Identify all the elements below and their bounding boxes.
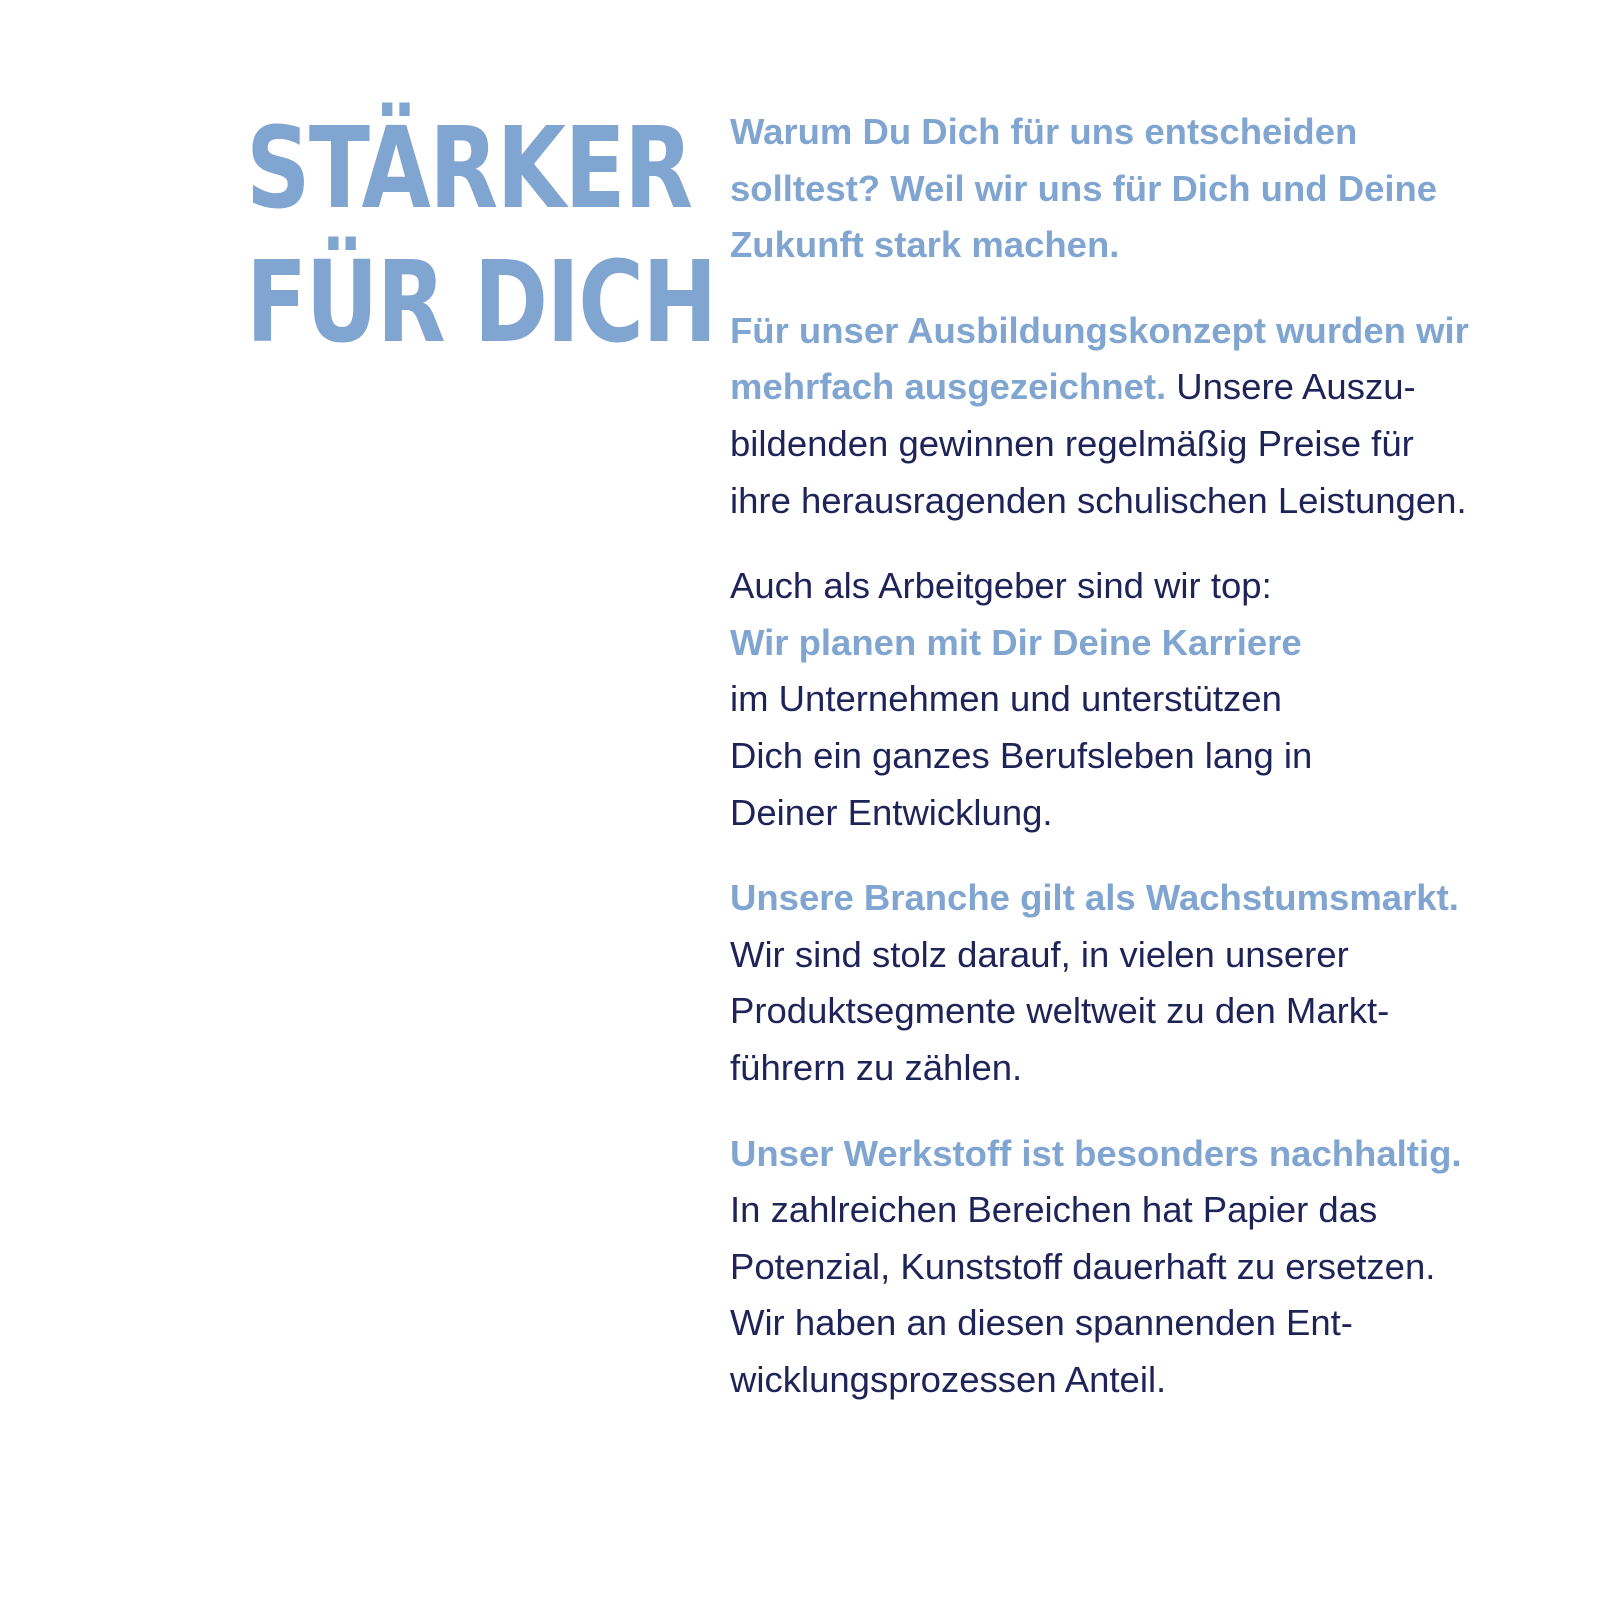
highlighted-text: Für unser Ausbildungskonzept wurden wir: [730, 309, 1469, 351]
body-text: führern zu zählen.: [730, 1046, 1023, 1088]
body-text-column: [730, 104, 1570, 1437]
headline-line-2: FÜR DICH: [246, 238, 716, 368]
text-line: [730, 615, 1570, 672]
highlighted-text: Unser Werkstoff ist besonders nachhaltig.: [730, 1132, 1462, 1174]
text-line: [730, 1352, 1570, 1409]
text-line: [730, 728, 1570, 785]
text-line: [730, 1040, 1570, 1097]
body-text: In zahlreichen Bereichen hat Papier das: [730, 1189, 1378, 1231]
text-line: [730, 1295, 1570, 1352]
text-line: [730, 473, 1570, 530]
text-line: [730, 217, 1570, 274]
body-text: Potenzial, Kunststoff dauerhaft zu ersetzen.: [730, 1245, 1436, 1287]
text-line: [730, 1126, 1570, 1183]
paragraph-5: [730, 1126, 1570, 1409]
text-line: [730, 558, 1570, 615]
text-line: [730, 416, 1570, 473]
highlighted-text: Warum Du Dich für uns entscheiden: [730, 111, 1358, 152]
text-line: [730, 870, 1570, 927]
paragraph-2: [730, 303, 1570, 529]
text-line: [730, 927, 1570, 984]
text-line: [730, 104, 1570, 161]
body-text: Produktsegmente weltweit zu den Markt-: [730, 990, 1390, 1032]
text-line: [730, 1239, 1570, 1296]
text-line: [730, 983, 1570, 1040]
paragraph-3: [730, 558, 1570, 841]
highlighted-text: Zukunft stark machen.: [730, 224, 1120, 266]
text-line: [730, 359, 1570, 416]
body-text: Wir sind stolz darauf, in vielen unserer: [730, 933, 1349, 975]
text-line: [730, 671, 1570, 728]
text-line: [730, 785, 1570, 842]
headline-line-1: STÄRKER: [246, 104, 692, 234]
page-headline: [246, 102, 716, 370]
body-text: bildenden gewinnen regelmäßig Preise für: [730, 422, 1414, 464]
body-text: Dich ein ganzes Berufsleben lang in: [730, 734, 1313, 776]
highlighted-text: mehrfach ausgezeichnet.: [730, 366, 1167, 408]
body-text: ihre herausragenden schulischen Leistungen.: [730, 479, 1467, 521]
body-text: wicklungsprozessen Anteil.: [730, 1358, 1167, 1400]
text-line: [730, 161, 1570, 218]
highlighted-text: Unsere Branche gilt als Wachstumsmarkt.: [730, 877, 1459, 919]
paragraph-4: [730, 870, 1570, 1096]
text-line: [730, 1182, 1570, 1239]
body-text: Unsere Auszu-: [1166, 366, 1416, 408]
body-text: Deiner Entwicklung.: [730, 791, 1053, 833]
text-line: [730, 303, 1570, 360]
body-text: im Unternehmen und unterstützen: [730, 678, 1282, 720]
body-text: Auch als Arbeitgeber sind wir top:: [730, 565, 1272, 607]
highlighted-text: Wir planen mit Dir Deine Karriere: [730, 621, 1302, 663]
paragraph-1: [730, 104, 1570, 274]
highlighted-text: solltest? Weil wir uns für Dich und Deine: [730, 167, 1438, 209]
body-text: Wir haben an diesen spannenden Ent-: [730, 1302, 1353, 1344]
